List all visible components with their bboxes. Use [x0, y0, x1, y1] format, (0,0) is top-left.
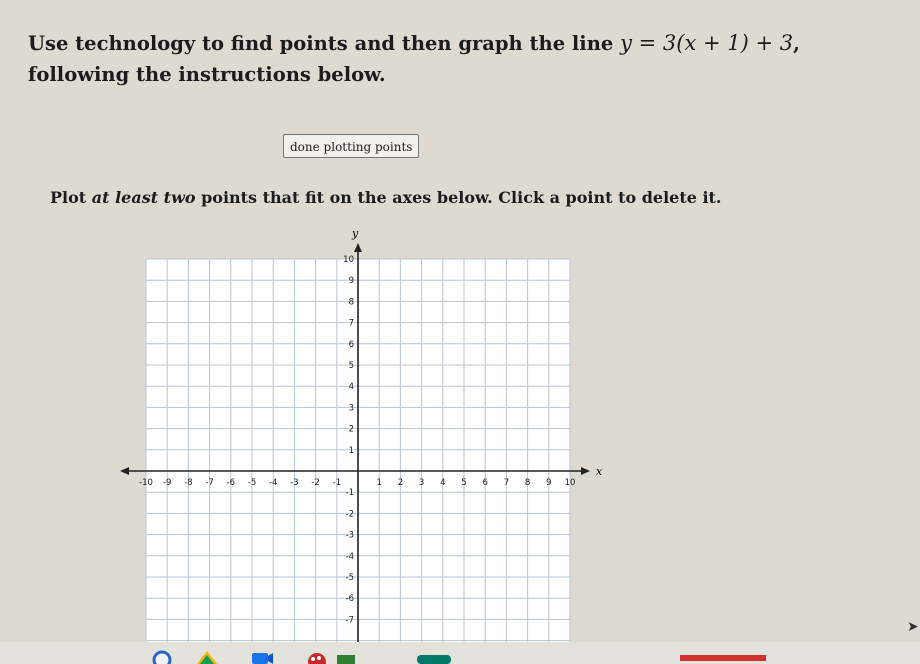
x-axis-arrow-left — [120, 467, 129, 475]
x-tick-label: 7 — [503, 478, 510, 488]
taskbar — [0, 642, 920, 664]
app-icon-teal[interactable] — [415, 650, 455, 664]
x-tick-label: -7 — [205, 478, 214, 488]
y-tick-label: -1 — [345, 488, 354, 499]
plot-instruction: Plot at least two points that fit on the axes below. Click a point to delete it. — [50, 188, 722, 207]
y-tick-label: 3 — [348, 403, 354, 414]
drive-icon[interactable] — [195, 650, 219, 664]
x-tick-label: -10 — [139, 478, 153, 488]
x-tick-label: -8 — [184, 478, 193, 488]
x-tick-label: -2 — [311, 478, 320, 488]
done-plotting-button[interactable]: done plotting points — [283, 134, 419, 158]
y-tick-label: -2 — [345, 509, 354, 520]
x-tick-label: 6 — [482, 478, 488, 488]
x-tick-label: 3 — [418, 478, 425, 488]
meet-icon[interactable] — [250, 650, 274, 664]
x-tick-label: -4 — [268, 478, 278, 488]
x-tick-label: -6 — [226, 478, 236, 488]
app-icon-colorful[interactable] — [305, 650, 329, 664]
y-tick-label: 8 — [348, 297, 354, 308]
x-tick-label: 1 — [376, 478, 382, 488]
y-axis-arrow-up — [354, 243, 362, 252]
x-tick-label: 5 — [461, 478, 467, 488]
x-tick-label: -1 — [332, 478, 342, 488]
x-tick-label: 8 — [524, 478, 531, 488]
y-tick-label: -4 — [345, 551, 354, 562]
y-tick-label: 9 — [348, 276, 354, 287]
x-tick-label: 9 — [546, 478, 552, 488]
x-tick-label: 10 — [564, 478, 576, 488]
x-axis-arrow-right — [581, 467, 590, 475]
y-tick-label: -3 — [345, 530, 354, 541]
x-tick-label: -5 — [247, 478, 257, 488]
status-bar-indicator — [680, 650, 770, 664]
y-tick-label: -7 — [345, 615, 354, 626]
app-icon-circle[interactable] — [150, 650, 174, 664]
y-tick-label: 6 — [348, 339, 354, 350]
y-tick-label: -6 — [345, 594, 354, 605]
x-axis-label: x — [596, 465, 603, 478]
prompt-text-end: , following the instructions below. — [28, 32, 800, 86]
y-tick-label: -5 — [345, 573, 354, 583]
y-tick-label: 2 — [348, 424, 354, 435]
app-icon-green[interactable] — [335, 650, 359, 664]
y-tick-label: 7 — [348, 318, 354, 329]
y-axis-label: y — [352, 227, 359, 240]
y-tick-label: 4 — [348, 382, 354, 393]
y-tick-label: 10 — [343, 255, 354, 265]
x-tick-label: 4 — [440, 478, 446, 488]
equation: y = 3(x + 1) + 3 — [620, 31, 794, 55]
prompt-text: Use technology to find points and then graph the line — [28, 32, 621, 55]
mouse-cursor: ➤ — [907, 619, 919, 635]
y-tick-label: 1 — [348, 445, 354, 456]
emphasis-text: at least two — [91, 188, 196, 207]
y-tick-label: 5 — [348, 361, 354, 371]
x-tick-label: 2 — [397, 478, 404, 488]
x-tick-label: -3 — [290, 478, 299, 488]
x-tick-label: -9 — [162, 478, 172, 488]
